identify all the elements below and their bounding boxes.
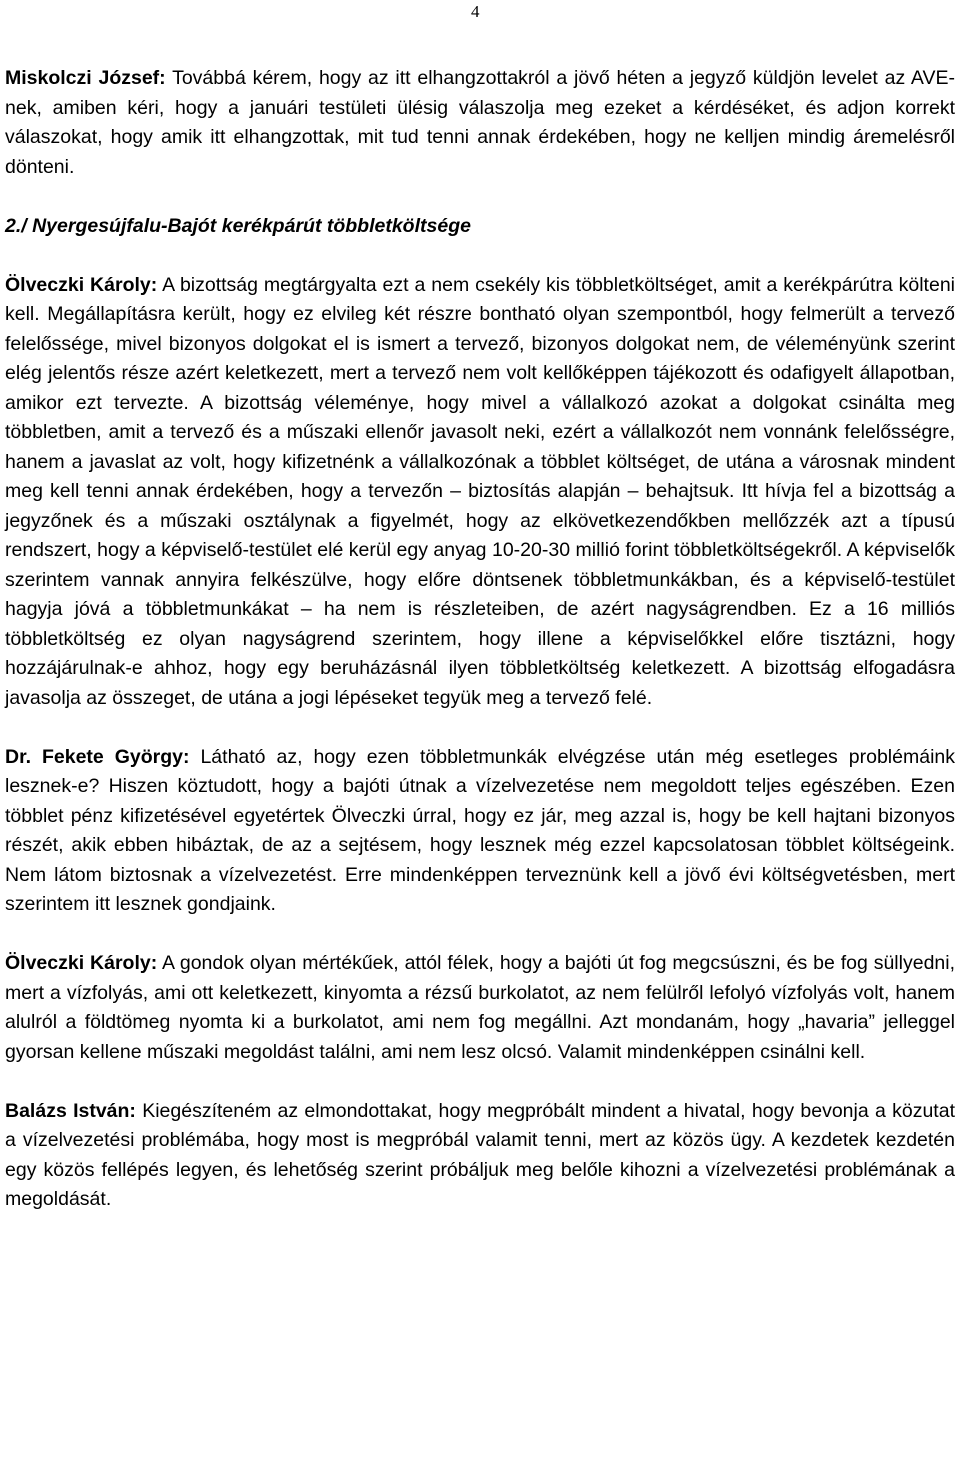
agenda-heading: 2./ Nyergesújfalu-Bajót kerékpárút többletköltsége xyxy=(5,214,471,237)
speaker-name: Miskolczi József: xyxy=(5,67,166,89)
paragraph-text: Kiegészíteném az elmondottakat, hogy megpróbált mindent a hivatal, hogy bevonja a közutat a vízelvezetési problémába, hogy most is megpróbál valamit tenni, mert az közös ügy. A kezdetek kezdetén egy közös fellépés legyen, és lehetőség szerint próbáljuk meg belőle kihozni a vízelvezetési problémának a megoldását. xyxy=(5,1099,955,1210)
speaker-name: Balázs István: xyxy=(5,1099,136,1122)
paragraph-fekete xyxy=(5,743,955,920)
speaker-name: Ölveczki Károly: xyxy=(5,952,158,974)
paragraph-balazs xyxy=(5,1097,955,1215)
paragraph-gap xyxy=(5,1067,955,1097)
paragraph-gap xyxy=(5,920,955,950)
paragraph-miskolczi xyxy=(5,64,955,182)
speaker-name: Ölveczki Károly: xyxy=(5,273,158,296)
page-number: 4 xyxy=(471,2,480,21)
paragraph-text: A gondok olyan mértékűek, attól félek, hogy a bajóti út fog megcsúszni, és be fog süllyedni, mert a vízfolyás, ami ott keletkezett, kinyomta a rézsű burkolatot, az nem felülről lefolyó vízfolyás volt, hanem alulról a földtömeg nyomta ki a burkolatot, ami nem fog megállni. Azt mondanám, hogy „havaria” jelleggel gyorsan kellene műszaki megoldást találni, ami nem lesz olcsó. Valamit mindenképpen csinálni kell. xyxy=(5,952,956,1063)
paragraph-text: A bizottság megtárgyalta ezt a nem csekély kis többletköltséget, amit a kerékpárútra költeni kell. Megállapításra került, hogy ez elvileg két részre bontható olyan szempontból, hogy felmerült a tervező felelőssége, mivel bizonyos dolgokat el is ismert a tervező, bizonyos dolgokat nem, de véleményünk szerint elég jelentős része azért keletkezett, mert a tervező nem volt kellőképpen tájékozott és odafigyelt állapotban, amikor ezt tervezte. A bizottság véleménye, hogy mivel a vállalkozó azokat a dolgokat csinálta meg többletben, amit a tervező és a műszaki ellenőr javasolt neki, ezért a vállalkozót nem vonnánk felelősségre, hanem a javaslat az volt, hogy kifizetnénk a vállalkozónak a többlet költséget, de utána a városnak mindent meg kell tenni annak érdekében, hogy a tervezőn – biztosítás alapján – behajtsuk. Itt hívja fel a bizottság a jegyzőnek és a műszaki osztálynak a figyelmét, hogy az elkövetkezendőkben mellőzzék azt a típusú rendszert, hogy a képviselő-testület elé kerül egy anyag 10-20-30 millió forint többletköltségekről. A képviselők szerintem vannak annyira felkészülve, hogy előre döntsenek többletmunkákban, és a képviselő-testület hagyja jóvá a többletmunkákat – ha nem is részleteiben, de azért nagyságrendben. Ez a 16 milliós többletköltség ez olyan nagyságrend szerintem, hogy illene a képviselőkkel előre tisztázni, hogy hozzájárulnak-e ahhoz, hogy egy beruházásnál ilyen többletköltség keletkezett. A bizottság elfogadásra javasolja az összeget, de utána a jogi lépéseket tegyük meg a tervező felé. xyxy=(5,273,955,709)
speaker-name: Dr. Fekete György: xyxy=(5,745,190,768)
paragraph-olveczki-1 xyxy=(5,271,955,714)
paragraph-text: Továbbá kérem, hogy az itt elhangzottakról a jövő héten a jegyző küldjön levelet az AVE-nek, amiben kéri, hogy a januári testületi ülésig válaszolja meg ezeket a kérdéséket, és adjon korrekt válaszokat, hogy amik itt elhangzottak, mit tud tenni annak érdekében, hogy ne kelljen mindig áremelésről dönteni. xyxy=(5,67,955,178)
paragraph-text: Látható az, hogy ezen többletmunkák elvégzése után még esetleges problémáink lesznek-e? Hiszen köztudott, hogy a bajóti útnak a vízelvezetése nem megoldott teljes egészében. Ezen többlet pénz kifizetésével egyetértek Ölveczki úrral, hogy ez jár, meg azzal is, hogy be kell hajtani bizonyos részét, akik ebben hibáztak, de az a sejtésem, hogy lesznek még ezzel kapcsolatosan többlet költségeink. Nem látom biztosnak a vízelvezetést. Erre mindenképpen terveznünk kell a jövő évi költségvetésben, mert szerintem itt lesznek gondjaink. xyxy=(5,745,955,915)
paragraph-gap xyxy=(5,713,955,743)
paragraph-gap xyxy=(5,182,955,212)
paragraph-olveczki-2 xyxy=(5,949,955,1067)
document-body xyxy=(5,64,955,1215)
paragraph-gap xyxy=(5,241,955,271)
